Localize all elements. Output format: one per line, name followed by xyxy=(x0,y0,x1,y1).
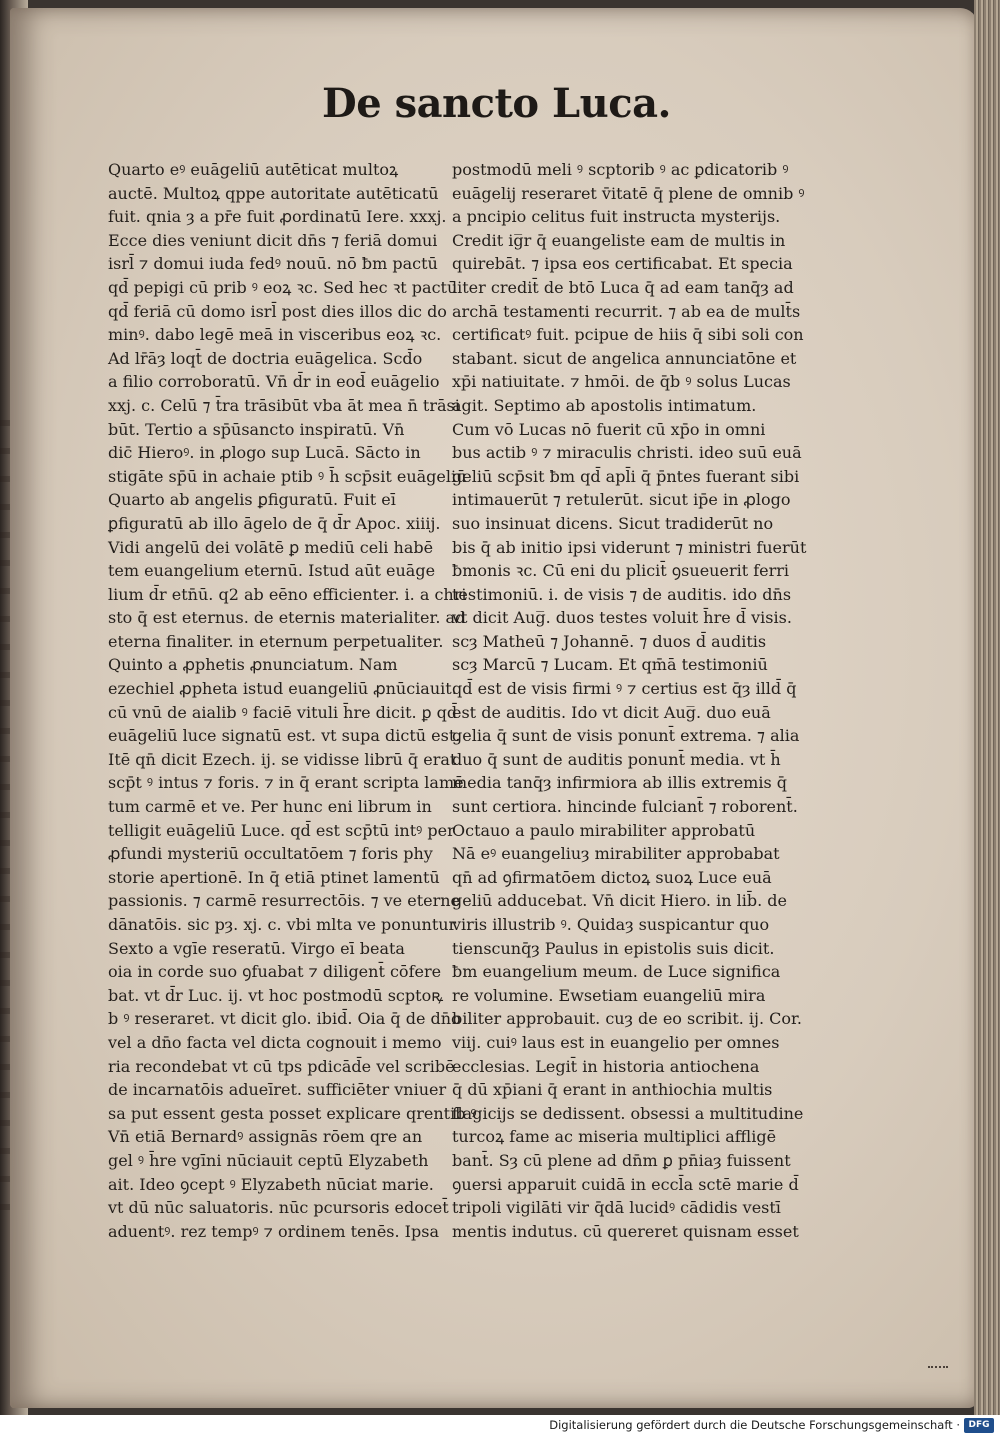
text-line: Quarto ab angelis ꝑfiguratū. Fuit eī xyxy=(108,490,396,510)
text-line: Ad lr̄āȝ loqt̄ de doctria euāgelica. Scd̄o xyxy=(108,348,423,368)
text-line: isrl̄ ⁊ domui iuda fedꝰ nouū. nō ƀm pactū xyxy=(108,254,438,274)
text-line: Ecce dies veniunt dicit dn̄s ⁊ feriā domui xyxy=(108,230,438,250)
text-line: eterna finaliter. in eternum perpetualiter. xyxy=(108,631,444,651)
text-line: būt. Tertio a sp̄ūsancto inspiratū. Vn̄ xyxy=(108,419,405,439)
text-line: tum carmē et ve. Per hunc eni librum in xyxy=(108,797,432,817)
text-line: passionis. ⁊ carmē resurrectōis. ⁊ ve eterne xyxy=(108,891,461,911)
text-line: geliū scp̄sit ƀm qd̄ apl̄i q̄ p̄ntes fuerant sibi xyxy=(452,466,800,486)
text-line: dānatōis. sic pȝ. xj. c. vbi mlta ve ponuntur xyxy=(108,915,457,934)
text-line: biliter approbauit. cuȝ de eo scribit. ij. Cor. xyxy=(452,1009,803,1029)
text-line: oia in corde suo ꝯfuabat ⁊ diligent̄ cōfere xyxy=(108,962,442,982)
text-line: quirebāt. ⁊ ipsa eos certificabat. Et specia xyxy=(452,254,793,274)
text-line: intimauerūt ⁊ retulerūt. sicut ip̄e in ꝓlogo xyxy=(452,490,791,510)
dfg-logo: DFG xyxy=(964,1418,994,1433)
text-line: gelia q̄ sunt de visis ponunt̄ extrema. ⁊ alia xyxy=(452,726,800,746)
text-line: suo insinuat dicens. Sicut tradiderūt no xyxy=(452,513,774,533)
text-line: duo q̄ sunt de auditis ponunt̄ media. vt h̄ xyxy=(452,749,781,769)
text-line: viij. cuiꝰ laus est in euangelio per omnes xyxy=(452,1032,780,1052)
text-line: storie apertionē. In q̄ etiā ptinet lamentū xyxy=(108,867,440,887)
text-line: xp̄i natiuitate. ⁊ hmōi. de q̄b ꝰ solus Lucas xyxy=(452,372,791,392)
text-line: ꝓfundi mysteriū occultatōem ⁊ foris phy xyxy=(108,844,433,864)
text-line: Credit ig̅r q̄ euangeliste eam de multis in xyxy=(452,230,786,250)
text-line: bis q̄ ab initio ipsi viderunt ⁊ ministri fuerūt xyxy=(452,537,807,557)
text-line: sto q̄ est eternus. de eternis materialiter. ad xyxy=(108,608,466,628)
text-line: xxj. c. Celū ⁊ t̄ra trāsibūt vba āt mea n̄ trāsi xyxy=(108,395,460,415)
text-line: vt dū nūc saluatoris. nūc pcursoris edocet̄ xyxy=(108,1198,449,1218)
text-line: a pncipio celitus fuit instructa mysterijs. xyxy=(452,207,781,227)
text-line: ria recondebat vt cū tps pdicād̄e vel scribē xyxy=(108,1056,455,1076)
text-line: stabant. sicut de angelica annunciatōne et xyxy=(452,348,797,368)
text-line: Vn̄ etiā Bernardꝰ assignās rōem qre an xyxy=(108,1127,423,1147)
text-line: postmodū meli ꝰ scptorib ꝰ ac ꝑdicatorib ꝰ xyxy=(452,160,789,179)
text-line: est de auditis. Ido vt dicit Aug̅. duo euā xyxy=(452,702,771,722)
text-line: bant̄. Sȝ cū plene ad dn̄m ꝑ pn̄iaȝ fuissent xyxy=(452,1150,791,1170)
text-line: scȝ Matheū ⁊ Johannē. ⁊ duos d̄ auditis xyxy=(452,631,767,651)
text-line: qd̄ est de visis firmi ꝰ ⁊ certius est q̄ȝ illd̄ q̄ xyxy=(452,679,797,699)
text-line: Quarto eꝰ euāgeliū autēticat multoꝝ xyxy=(108,160,399,179)
text-line: de incarnatōis adueīret. sufficiēter vniuer xyxy=(108,1080,447,1100)
text-line: aduentꝰ. rez tempꝰ ⁊ ordinem tenēs. Ipsa xyxy=(108,1221,439,1241)
text-line: flagicijs se dedissent. obsessi a multitudine xyxy=(452,1103,804,1123)
text-column-left xyxy=(108,158,477,1243)
text-line: vt dicit Aug̅. duos testes voluit h̄re d̄ visis. xyxy=(452,608,792,628)
page-heading: De sancto Luca. xyxy=(322,80,671,127)
text-line: ecclesias. Legit̄ in historia antiochena xyxy=(452,1056,760,1076)
text-line: Sexto a vgīe reseratū. Virgo eī beata xyxy=(108,938,405,958)
text-line: dic̄ Hieroꝰ. in ꝓlogo sup Lucā. Sācto in xyxy=(108,443,421,463)
funding-credit: Digitalisierung gefördert durch die Deutsche Forschungsgemeinschaft · xyxy=(549,1418,960,1432)
text-line: tem euangelium eternū. Istud aūt euāge xyxy=(108,561,436,581)
text-line: q̄ dū xp̄iani q̄ erant in anthiochia multis xyxy=(452,1080,773,1100)
text-line: tripoli vigilāti vir q̄dā lucidꝰ cādidis vestī xyxy=(452,1198,781,1218)
text-line: ꝯuersi apparuit cuidā in eccl̄a sctē marie d̄ xyxy=(452,1174,799,1194)
text-line: viris illustrib ꝰ. Quidaȝ suspicantur quo xyxy=(452,915,770,934)
text-line: Nā eꝰ euangeliuȝ mirabiliter approbabat xyxy=(452,844,780,864)
text-line: certificatꝰ fuit. pcipue de hiis q̄ sibi soli con xyxy=(452,325,804,345)
text-line: euāgeliū luce signatū est. vt supa dictū est. xyxy=(108,726,461,746)
text-line: ꝑfiguratū ab illo āgelo de q̄ d̄r Apoc. xiiij. xyxy=(108,513,441,533)
text-line: archā testamenti recurrit. ⁊ ab ea de mult̄s xyxy=(452,301,801,321)
text-line: ait. Ideo ꝯcept ꝰ Elyzabeth nūciat marie. xyxy=(108,1174,434,1194)
text-line: telligit euāgeliū Luce. qd̄ est scp̄tū intꝰ per xyxy=(108,820,455,840)
text-line: qn̄ ad ꝯfirmatōem dictoꝝ suoꝝ Luce euā xyxy=(452,867,772,887)
text-line: liter credit̄ de btō Luca q̄ ad eam tanq̄ȝ ad xyxy=(452,277,794,297)
text-line: ƀm euangelium meum. de Luce significa xyxy=(452,962,781,982)
text-line: mentis indutus. cū quereret quisnam esset xyxy=(452,1221,799,1241)
text-line: auctē. Multoꝝ qppe autoritate autēticatū xyxy=(108,183,439,203)
text-line: Cum vō Lucas nō fuerit cū xp̄o in omni xyxy=(452,419,766,439)
text-line: scp̄t ꝰ intus ⁊ foris. ⁊ in q̄ erant scripta lamē xyxy=(108,773,464,793)
text-line: b ꝰ reseraret. vt dicit glo. ibid̄. Oia q̄ de dn̄o xyxy=(108,1009,461,1029)
footer-bar xyxy=(0,1415,1000,1437)
text-line: ezechiel ꝓpheta istud euangeliū ꝓnūciauit. xyxy=(108,679,457,699)
text-line: testimoniū. i. de visis ⁊ de auditis. ido dn̄s xyxy=(452,584,792,604)
text-line: sunt certiora. hincinde fulciant̄ ⁊ roborent̄. xyxy=(452,797,798,817)
text-line: minꝰ. dabo legē meā in visceribus eoꝝ ꝛc. xyxy=(108,325,442,345)
text-line: Vidi angelū dei volātē ꝑ mediū celi habē xyxy=(108,537,434,557)
text-line: qd̄ feriā cū domo isrl̄ post dies illos dic do xyxy=(108,301,447,321)
text-line: Itē qn̄ dicit Ezech. ij. se vidisse librū q̄ erat xyxy=(108,749,457,769)
text-line: geliū adducebat. Vn̄ dicit Hiero. in lib̄. de xyxy=(452,891,787,911)
text-line: cū vnū de aialib ꝰ faciē vituli h̄re dicit. ꝑ qd̄ xyxy=(108,702,458,722)
text-line: a filio corroboratū. Vn̄ d̄r in eod̄ euāgelio xyxy=(108,372,440,392)
text-line: turcoꝝ fame ac miseria multiplici affligē xyxy=(452,1127,777,1147)
text-line: Octauo a paulo mirabiliter approbatū xyxy=(452,820,756,840)
text-line: bus actib ꝰ ⁊ miraculis christi. ideo suū euā xyxy=(452,443,802,463)
text-line: fuit. qnia ȝ a pr̄e fuit ꝓordinatū Iere. xxxj. xyxy=(108,207,447,227)
text-line: re volumine. Ewsetiam euangeliū mira xyxy=(452,985,766,1005)
text-line: gel ꝰ h̄re vgīni nūciauit ceptū Elyzabeth xyxy=(108,1150,429,1170)
text-line: sa put essent gesta posset explicare qrentib ꝰ xyxy=(108,1103,477,1123)
page-stack-edge xyxy=(974,0,1000,1415)
ink-mark xyxy=(928,1360,948,1368)
text-line: lium d̄r etn̄ū. q2 ab eēno efficienter. i. a chri xyxy=(108,584,467,604)
text-line: tienscunq̄ȝ Paulus in epistolis suis dicit. xyxy=(452,938,775,958)
text-line: ƀmonis ꝛc. Cū eni du plicit̄ ꝯsueuerit ferri xyxy=(452,561,790,581)
text-line: agit. Septimo ab apostolis intimatum. xyxy=(452,395,757,415)
text-line: euāgelij reseraret v̄itatē q̄ plene de omnib ꝰ xyxy=(452,183,805,203)
text-column-right xyxy=(452,158,807,1243)
text-line: Quinto a ꝓphetis ꝓnunciatum. Nam xyxy=(108,655,398,675)
text-line: vel a dn̄o facta vel dicta cognouit i memo xyxy=(108,1032,442,1052)
text-line: bat. vt d̄r Luc. ij. vt hoc postmodū scptoꝶ xyxy=(108,985,444,1005)
text-line: media tanq̄ȝ infirmiora ab illis extremis q̄ xyxy=(452,773,788,793)
text-line: qd̄ pepigi cū prib ꝰ eoꝝ ꝛc. Sed hec ꝛt pactū xyxy=(108,277,458,297)
text-line: stigāte sp̄ū in achaie ptib ꝰ h̄ scp̄sit euāgeliū xyxy=(108,466,467,486)
text-line: scȝ Marcū ⁊ Lucam. Et qm̄ā testimoniū xyxy=(452,655,768,675)
